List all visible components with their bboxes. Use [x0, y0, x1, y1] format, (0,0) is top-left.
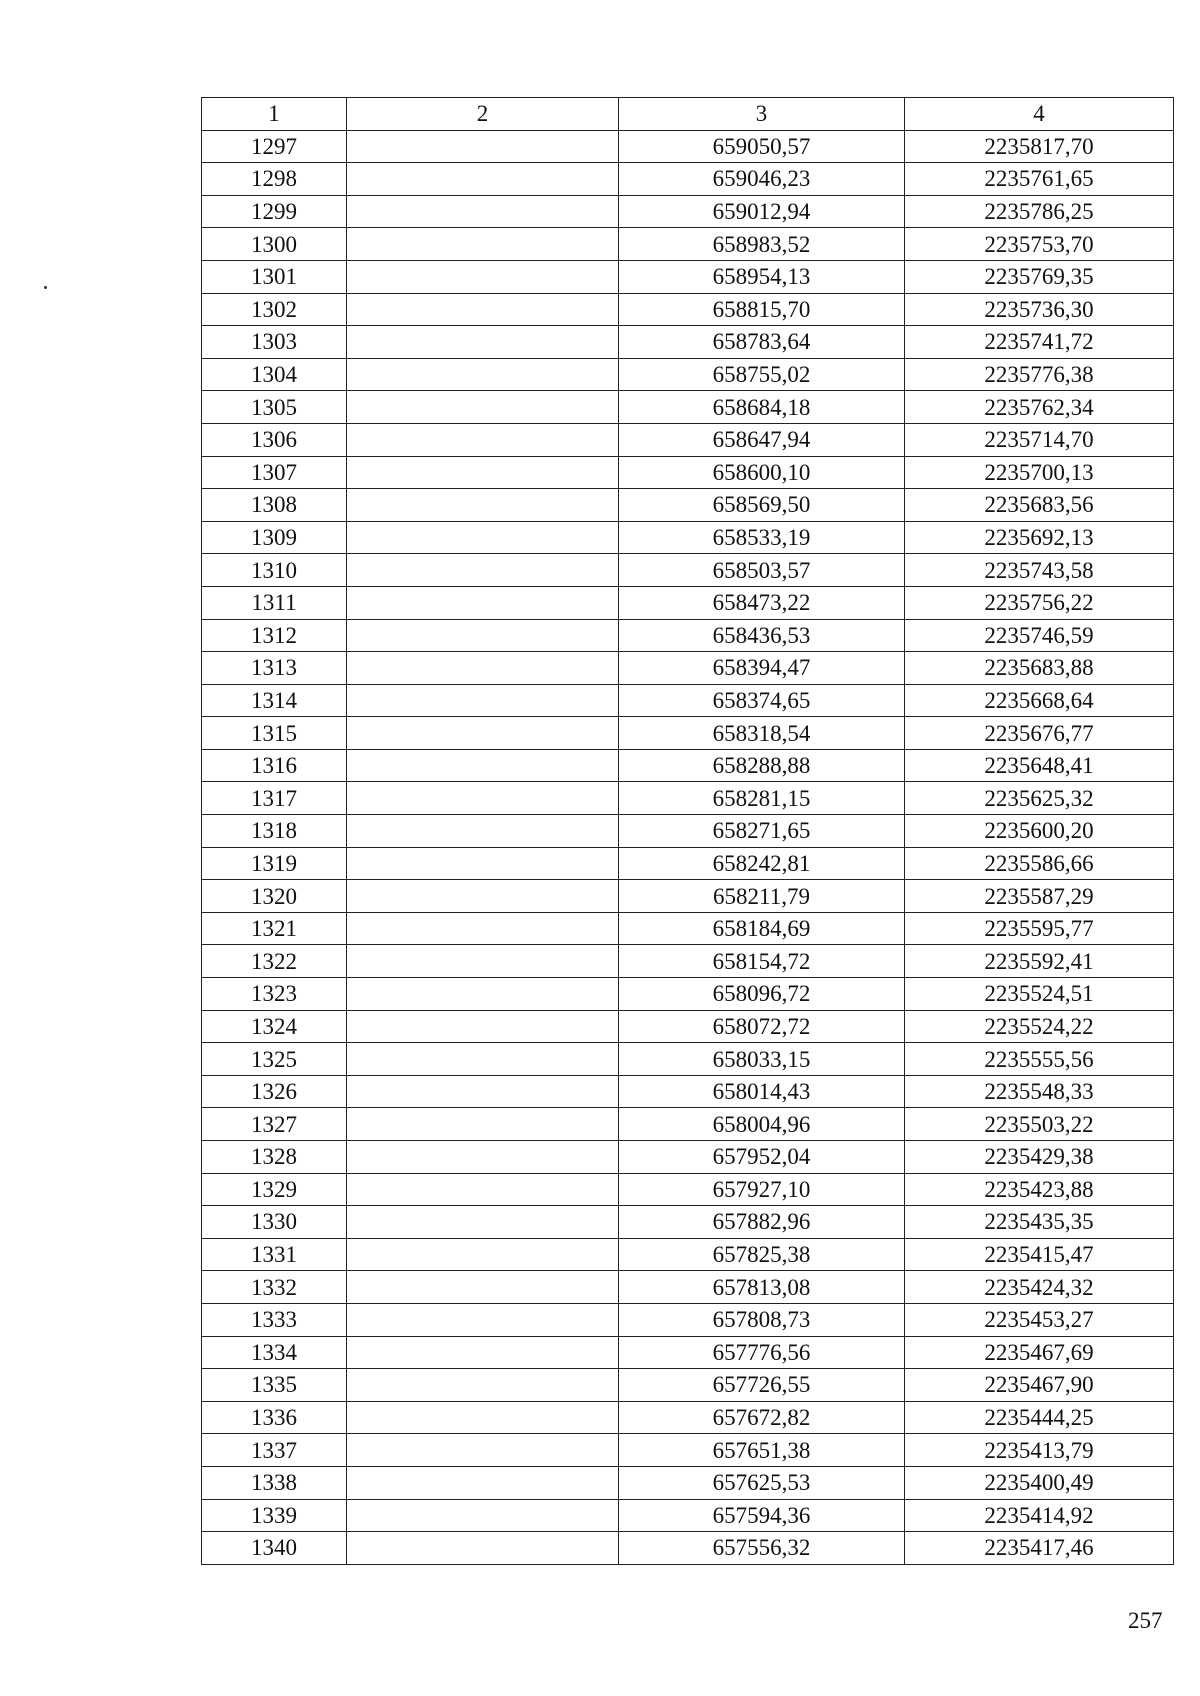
header-row	[202, 98, 1174, 131]
table-row	[202, 554, 1174, 587]
x-coordinate-cell: 657952,04	[619, 1141, 905, 1174]
empty-cell	[347, 1238, 619, 1271]
y-coordinate-cell: 2235524,22	[905, 1010, 1174, 1043]
y-coordinate-cell: 2235600,20	[905, 815, 1174, 848]
x-coordinate-cell: 658096,72	[619, 978, 905, 1011]
x-coordinate-cell: 657813,08	[619, 1271, 905, 1304]
x-coordinate-cell: 658033,15	[619, 1043, 905, 1076]
y-coordinate-cell: 2235692,13	[905, 521, 1174, 554]
table-row	[202, 1206, 1174, 1239]
empty-cell	[347, 326, 619, 359]
y-coordinate-cell: 2235683,56	[905, 489, 1174, 522]
empty-cell	[347, 652, 619, 685]
y-coordinate-cell: 2235429,38	[905, 1141, 1174, 1174]
x-coordinate-cell: 658503,57	[619, 554, 905, 587]
y-coordinate-cell: 2235648,41	[905, 749, 1174, 782]
x-coordinate-cell: 658755,02	[619, 358, 905, 391]
empty-cell	[347, 228, 619, 261]
y-coordinate-cell: 2235467,90	[905, 1369, 1174, 1402]
x-coordinate-cell: 657808,73	[619, 1303, 905, 1336]
empty-cell	[347, 423, 619, 456]
point-number-cell: 1309	[202, 521, 347, 554]
point-number-cell: 1316	[202, 749, 347, 782]
point-number-cell: 1303	[202, 326, 347, 359]
point-number-cell: 1333	[202, 1303, 347, 1336]
empty-cell	[347, 1532, 619, 1565]
y-coordinate-cell: 2235413,79	[905, 1434, 1174, 1467]
table-row	[202, 456, 1174, 489]
y-coordinate-cell: 2235423,88	[905, 1173, 1174, 1206]
table-row	[202, 1532, 1174, 1565]
empty-cell	[347, 130, 619, 163]
y-coordinate-cell: 2235595,77	[905, 912, 1174, 945]
table-row	[202, 521, 1174, 554]
point-number-cell: 1339	[202, 1499, 347, 1532]
point-number-cell: 1299	[202, 195, 347, 228]
page-number: 257	[1128, 1608, 1163, 1633]
column-header-2: 2	[347, 98, 619, 131]
x-coordinate-cell: 659046,23	[619, 163, 905, 196]
empty-cell	[347, 1401, 619, 1434]
empty-cell	[347, 456, 619, 489]
point-number-cell: 1308	[202, 489, 347, 522]
y-coordinate-cell: 2235743,58	[905, 554, 1174, 587]
x-coordinate-cell: 658983,52	[619, 228, 905, 261]
y-coordinate-cell: 2235625,32	[905, 782, 1174, 815]
empty-cell	[347, 978, 619, 1011]
empty-cell	[347, 554, 619, 587]
table-row	[202, 1238, 1174, 1271]
x-coordinate-cell: 657625,53	[619, 1466, 905, 1499]
empty-cell	[347, 847, 619, 880]
point-number-cell: 1314	[202, 684, 347, 717]
point-number-cell: 1334	[202, 1336, 347, 1369]
y-coordinate-cell: 2235444,25	[905, 1401, 1174, 1434]
empty-cell	[347, 1466, 619, 1499]
x-coordinate-cell: 658954,13	[619, 260, 905, 293]
empty-cell	[347, 1303, 619, 1336]
empty-cell	[347, 815, 619, 848]
empty-cell	[347, 1075, 619, 1108]
x-coordinate-cell: 657726,55	[619, 1369, 905, 1402]
table-row	[202, 1303, 1174, 1336]
point-number-cell: 1313	[202, 652, 347, 685]
column-header-3: 3	[619, 98, 905, 131]
y-coordinate-cell: 2235586,66	[905, 847, 1174, 880]
table-row	[202, 1434, 1174, 1467]
table-row	[202, 163, 1174, 196]
table-row	[202, 1075, 1174, 1108]
empty-cell	[347, 945, 619, 978]
x-coordinate-cell: 658242,81	[619, 847, 905, 880]
empty-cell	[347, 1369, 619, 1402]
point-number-cell: 1324	[202, 1010, 347, 1043]
empty-cell	[347, 521, 619, 554]
table-row	[202, 130, 1174, 163]
x-coordinate-cell: 657651,38	[619, 1434, 905, 1467]
x-coordinate-cell: 657825,38	[619, 1238, 905, 1271]
y-coordinate-cell: 2235453,27	[905, 1303, 1174, 1336]
point-number-cell: 1312	[202, 619, 347, 652]
point-number-cell: 1315	[202, 717, 347, 750]
x-coordinate-cell: 658783,64	[619, 326, 905, 359]
table-row	[202, 912, 1174, 945]
y-coordinate-cell: 2235756,22	[905, 586, 1174, 619]
table-row	[202, 652, 1174, 685]
x-coordinate-cell: 657594,36	[619, 1499, 905, 1532]
y-coordinate-cell: 2235769,35	[905, 260, 1174, 293]
table-row	[202, 326, 1174, 359]
table-row	[202, 1401, 1174, 1434]
point-number-cell: 1306	[202, 423, 347, 456]
point-number-cell: 1310	[202, 554, 347, 587]
point-number-cell: 1321	[202, 912, 347, 945]
empty-cell	[347, 619, 619, 652]
table-row	[202, 815, 1174, 848]
x-coordinate-cell: 658647,94	[619, 423, 905, 456]
x-coordinate-cell: 658211,79	[619, 880, 905, 913]
y-coordinate-cell: 2235435,35	[905, 1206, 1174, 1239]
point-number-cell: 1332	[202, 1271, 347, 1304]
table-row	[202, 489, 1174, 522]
x-coordinate-cell: 658004,96	[619, 1108, 905, 1141]
stray-dot	[44, 286, 47, 289]
table-row	[202, 1108, 1174, 1141]
y-coordinate-cell: 2235668,64	[905, 684, 1174, 717]
table-row	[202, 847, 1174, 880]
y-coordinate-cell: 2235400,49	[905, 1466, 1174, 1499]
y-coordinate-cell: 2235676,77	[905, 717, 1174, 750]
table-row	[202, 260, 1174, 293]
empty-cell	[347, 1141, 619, 1174]
empty-cell	[347, 195, 619, 228]
y-coordinate-cell: 2235587,29	[905, 880, 1174, 913]
x-coordinate-cell: 658014,43	[619, 1075, 905, 1108]
table-row	[202, 749, 1174, 782]
table-row	[202, 1043, 1174, 1076]
point-number-cell: 1326	[202, 1075, 347, 1108]
x-coordinate-cell: 658318,54	[619, 717, 905, 750]
x-coordinate-cell: 657672,82	[619, 1401, 905, 1434]
empty-cell	[347, 684, 619, 717]
table-row	[202, 684, 1174, 717]
table-row	[202, 880, 1174, 913]
y-coordinate-cell: 2235736,30	[905, 293, 1174, 326]
empty-cell	[347, 163, 619, 196]
x-coordinate-cell: 659050,57	[619, 130, 905, 163]
point-number-cell: 1336	[202, 1401, 347, 1434]
empty-cell	[347, 391, 619, 424]
point-number-cell: 1298	[202, 163, 347, 196]
empty-cell	[347, 1043, 619, 1076]
point-number-cell: 1304	[202, 358, 347, 391]
point-number-cell: 1297	[202, 130, 347, 163]
y-coordinate-cell: 2235417,46	[905, 1532, 1174, 1565]
empty-cell	[347, 912, 619, 945]
y-coordinate-cell: 2235746,59	[905, 619, 1174, 652]
point-number-cell: 1329	[202, 1173, 347, 1206]
table-row	[202, 391, 1174, 424]
x-coordinate-cell: 658154,72	[619, 945, 905, 978]
x-coordinate-cell: 658281,15	[619, 782, 905, 815]
table-row	[202, 1336, 1174, 1369]
table-row	[202, 1271, 1174, 1304]
empty-cell	[347, 358, 619, 391]
empty-cell	[347, 1271, 619, 1304]
table-row	[202, 228, 1174, 261]
empty-cell	[347, 260, 619, 293]
table-row	[202, 195, 1174, 228]
x-coordinate-cell: 657882,96	[619, 1206, 905, 1239]
y-coordinate-cell: 2235555,56	[905, 1043, 1174, 1076]
x-coordinate-cell: 657927,10	[619, 1173, 905, 1206]
empty-cell	[347, 782, 619, 815]
table-row	[202, 1141, 1174, 1174]
point-number-cell: 1300	[202, 228, 347, 261]
column-header-4: 4	[905, 98, 1174, 131]
table-row	[202, 293, 1174, 326]
point-number-cell: 1322	[202, 945, 347, 978]
table-row	[202, 1010, 1174, 1043]
empty-cell	[347, 880, 619, 913]
x-coordinate-cell: 658569,50	[619, 489, 905, 522]
point-number-cell: 1307	[202, 456, 347, 489]
x-coordinate-cell: 658436,53	[619, 619, 905, 652]
empty-cell	[347, 1010, 619, 1043]
x-coordinate-cell: 657776,56	[619, 1336, 905, 1369]
empty-cell	[347, 1434, 619, 1467]
point-number-cell: 1325	[202, 1043, 347, 1076]
table-row	[202, 619, 1174, 652]
empty-cell	[347, 749, 619, 782]
x-coordinate-cell: 658288,88	[619, 749, 905, 782]
empty-cell	[347, 1206, 619, 1239]
x-coordinate-cell: 658815,70	[619, 293, 905, 326]
x-coordinate-cell: 659012,94	[619, 195, 905, 228]
x-coordinate-cell: 658394,47	[619, 652, 905, 685]
y-coordinate-cell: 2235424,32	[905, 1271, 1174, 1304]
point-number-cell: 1331	[202, 1238, 347, 1271]
empty-cell	[347, 1108, 619, 1141]
table-row	[202, 1499, 1174, 1532]
table-row	[202, 1173, 1174, 1206]
coordinates-table	[201, 97, 1174, 1565]
y-coordinate-cell: 2235714,70	[905, 423, 1174, 456]
y-coordinate-cell: 2235761,65	[905, 163, 1174, 196]
x-coordinate-cell: 658600,10	[619, 456, 905, 489]
point-number-cell: 1337	[202, 1434, 347, 1467]
y-coordinate-cell: 2235592,41	[905, 945, 1174, 978]
y-coordinate-cell: 2235762,34	[905, 391, 1174, 424]
x-coordinate-cell: 658473,22	[619, 586, 905, 619]
y-coordinate-cell: 2235817,70	[905, 130, 1174, 163]
point-number-cell: 1311	[202, 586, 347, 619]
point-number-cell: 1319	[202, 847, 347, 880]
y-coordinate-cell: 2235548,33	[905, 1075, 1174, 1108]
x-coordinate-cell: 658271,65	[619, 815, 905, 848]
y-coordinate-cell: 2235524,51	[905, 978, 1174, 1011]
empty-cell	[347, 586, 619, 619]
x-coordinate-cell: 658533,19	[619, 521, 905, 554]
point-number-cell: 1305	[202, 391, 347, 424]
y-coordinate-cell: 2235683,88	[905, 652, 1174, 685]
point-number-cell: 1317	[202, 782, 347, 815]
table-row	[202, 717, 1174, 750]
empty-cell	[347, 489, 619, 522]
point-number-cell: 1340	[202, 1532, 347, 1565]
table-row	[202, 586, 1174, 619]
point-number-cell: 1328	[202, 1141, 347, 1174]
point-number-cell: 1338	[202, 1466, 347, 1499]
table-row	[202, 782, 1174, 815]
y-coordinate-cell: 2235700,13	[905, 456, 1174, 489]
table-row	[202, 945, 1174, 978]
y-coordinate-cell: 2235503,22	[905, 1108, 1174, 1141]
y-coordinate-cell: 2235741,72	[905, 326, 1174, 359]
y-coordinate-cell: 2235776,38	[905, 358, 1174, 391]
empty-cell	[347, 1173, 619, 1206]
empty-cell	[347, 1336, 619, 1369]
point-number-cell: 1301	[202, 260, 347, 293]
empty-cell	[347, 717, 619, 750]
y-coordinate-cell: 2235786,25	[905, 195, 1174, 228]
point-number-cell: 1330	[202, 1206, 347, 1239]
x-coordinate-cell: 658374,65	[619, 684, 905, 717]
x-coordinate-cell: 658072,72	[619, 1010, 905, 1043]
point-number-cell: 1320	[202, 880, 347, 913]
x-coordinate-cell: 657556,32	[619, 1532, 905, 1565]
point-number-cell: 1335	[202, 1369, 347, 1402]
point-number-cell: 1302	[202, 293, 347, 326]
table-row	[202, 423, 1174, 456]
point-number-cell: 1323	[202, 978, 347, 1011]
table-row	[202, 1466, 1174, 1499]
y-coordinate-cell: 2235415,47	[905, 1238, 1174, 1271]
table-row	[202, 1369, 1174, 1402]
point-number-cell: 1318	[202, 815, 347, 848]
y-coordinate-cell: 2235467,69	[905, 1336, 1174, 1369]
x-coordinate-cell: 658684,18	[619, 391, 905, 424]
table-row	[202, 358, 1174, 391]
empty-cell	[347, 1499, 619, 1532]
y-coordinate-cell: 2235414,92	[905, 1499, 1174, 1532]
point-number-cell: 1327	[202, 1108, 347, 1141]
x-coordinate-cell: 658184,69	[619, 912, 905, 945]
column-header-1: 1	[202, 98, 347, 131]
y-coordinate-cell: 2235753,70	[905, 228, 1174, 261]
empty-cell	[347, 293, 619, 326]
table-row	[202, 978, 1174, 1011]
